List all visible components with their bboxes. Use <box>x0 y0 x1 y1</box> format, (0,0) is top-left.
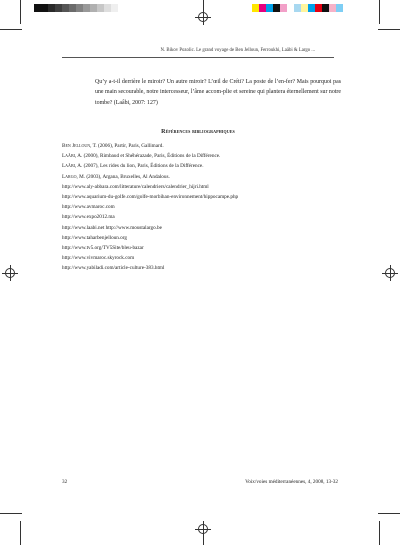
color-swatch <box>315 4 322 12</box>
reference-author: Largo <box>62 173 77 180</box>
reference-entry <box>62 141 337 151</box>
color-swatch <box>329 4 336 12</box>
reference-url[interactable] <box>62 253 337 263</box>
reference-text: , M. (2003), Argana, Bruxelles, Al Andalous. <box>76 173 170 180</box>
color-swatch <box>111 4 118 12</box>
color-swatch <box>48 4 55 12</box>
registration-mark-icon <box>198 524 208 534</box>
color-swatch <box>301 4 308 12</box>
color-swatch <box>55 4 62 12</box>
color-swatch <box>41 4 48 12</box>
color-swatch <box>118 4 125 12</box>
color-swatch <box>266 4 273 12</box>
color-bar-process <box>252 4 343 12</box>
color-swatch <box>34 4 41 12</box>
color-swatch <box>308 4 315 12</box>
reference-entry <box>62 151 337 161</box>
reference-text: http://www.vivmaroc.skyrock.com <box>62 255 135 262</box>
reference-text: http://www.aquarium-du-golfe.com/golfe-morbihan-environnement/hippocampe.php <box>62 194 239 201</box>
reference-url[interactable] <box>62 223 337 233</box>
color-swatch <box>104 4 111 12</box>
journal-footer: Voix/voies méditerranéennes, 4, 2008, 13-32 <box>245 479 338 485</box>
crop-mark <box>0 29 22 30</box>
reference-text: , A. (2000), Rimbaud et Shéhérazade, Paris, Éditions de la Différence. <box>74 153 221 160</box>
reference-text: http://www.avmaroc.com <box>62 204 115 211</box>
reference-url[interactable] <box>62 263 337 273</box>
reference-url[interactable] <box>62 243 337 253</box>
reference-text: http://www.yabiladi.com/article-culture-383.html <box>62 265 165 272</box>
crop-mark <box>20 0 21 24</box>
reference-text: , T. (2006), Partir, Paris, Gallimard. <box>90 143 164 149</box>
color-swatch <box>259 4 266 12</box>
registration-mark-icon <box>5 268 15 278</box>
crop-mark <box>20 521 21 545</box>
reference-text: http://www.tv5.org/TV5Site/bleu-bazar <box>62 245 144 252</box>
reference-list <box>62 141 337 274</box>
reference-url[interactable] <box>62 233 337 243</box>
crop-mark <box>378 513 400 514</box>
color-swatch <box>287 4 294 12</box>
color-swatch <box>280 4 287 12</box>
reference-url[interactable] <box>62 182 337 192</box>
crop-mark <box>378 29 400 30</box>
registration-mark-icon <box>385 268 395 278</box>
reference-text: , A. (2007), Les rides du lion, Paris, Éditions de la Différence. <box>74 163 204 170</box>
color-swatch <box>322 4 329 12</box>
reference-author: Laâbi <box>62 153 75 160</box>
crop-mark <box>0 513 22 514</box>
color-swatch <box>62 4 69 12</box>
reference-text: http://www.laabi.net http://www.moustalargo.be <box>62 224 162 231</box>
color-swatch <box>69 4 76 12</box>
color-swatch <box>90 4 97 12</box>
color-swatch <box>273 4 280 12</box>
color-swatch <box>76 4 83 12</box>
reference-entry <box>62 172 337 182</box>
reference-text: http://www.aly-abbara.com/litterature/calendriers/calendrier_hijri.html <box>62 183 209 190</box>
color-swatch <box>294 4 301 12</box>
reference-author: Laâbi <box>62 163 75 170</box>
reference-author: Ben Jelloun <box>62 143 91 149</box>
color-swatch <box>83 4 90 12</box>
running-head: N. Bikov Pozolic. Le grand voyage de Ben Jelloun, Ferroukhi, Laâbi & Largo ... <box>160 48 315 53</box>
reference-url[interactable] <box>62 212 337 222</box>
block-quote <box>95 77 341 108</box>
reference-text: http://www.taharbenjelloun.org <box>62 234 127 241</box>
registration-mark-icon <box>198 12 208 22</box>
color-swatch <box>252 4 259 12</box>
reference-text: http://www.expo2012.ma <box>62 214 115 221</box>
crop-mark <box>379 0 380 24</box>
color-swatch <box>336 4 343 12</box>
reference-url[interactable] <box>62 202 337 212</box>
crop-mark <box>379 521 380 545</box>
reference-url[interactable] <box>62 192 337 202</box>
quote-text: Qu’y a-t-il derrière le miroir? Un autre miroir? L’œil de Créti? La poste de l’en-fer? Mais pourquoi pas une main secourable, notre intercesseur, l’âme accom-plie et sereine qui plantera éternellement sur notre tombe? (Laâbi, 2007: 127) <box>95 79 341 106</box>
reference-entry <box>62 161 337 171</box>
references-heading: Références bibliographiques <box>161 129 235 135</box>
color-bar-grayscale <box>34 4 125 12</box>
page-number: 32 <box>62 479 68 485</box>
header-rule <box>62 57 334 58</box>
color-swatch <box>97 4 104 12</box>
